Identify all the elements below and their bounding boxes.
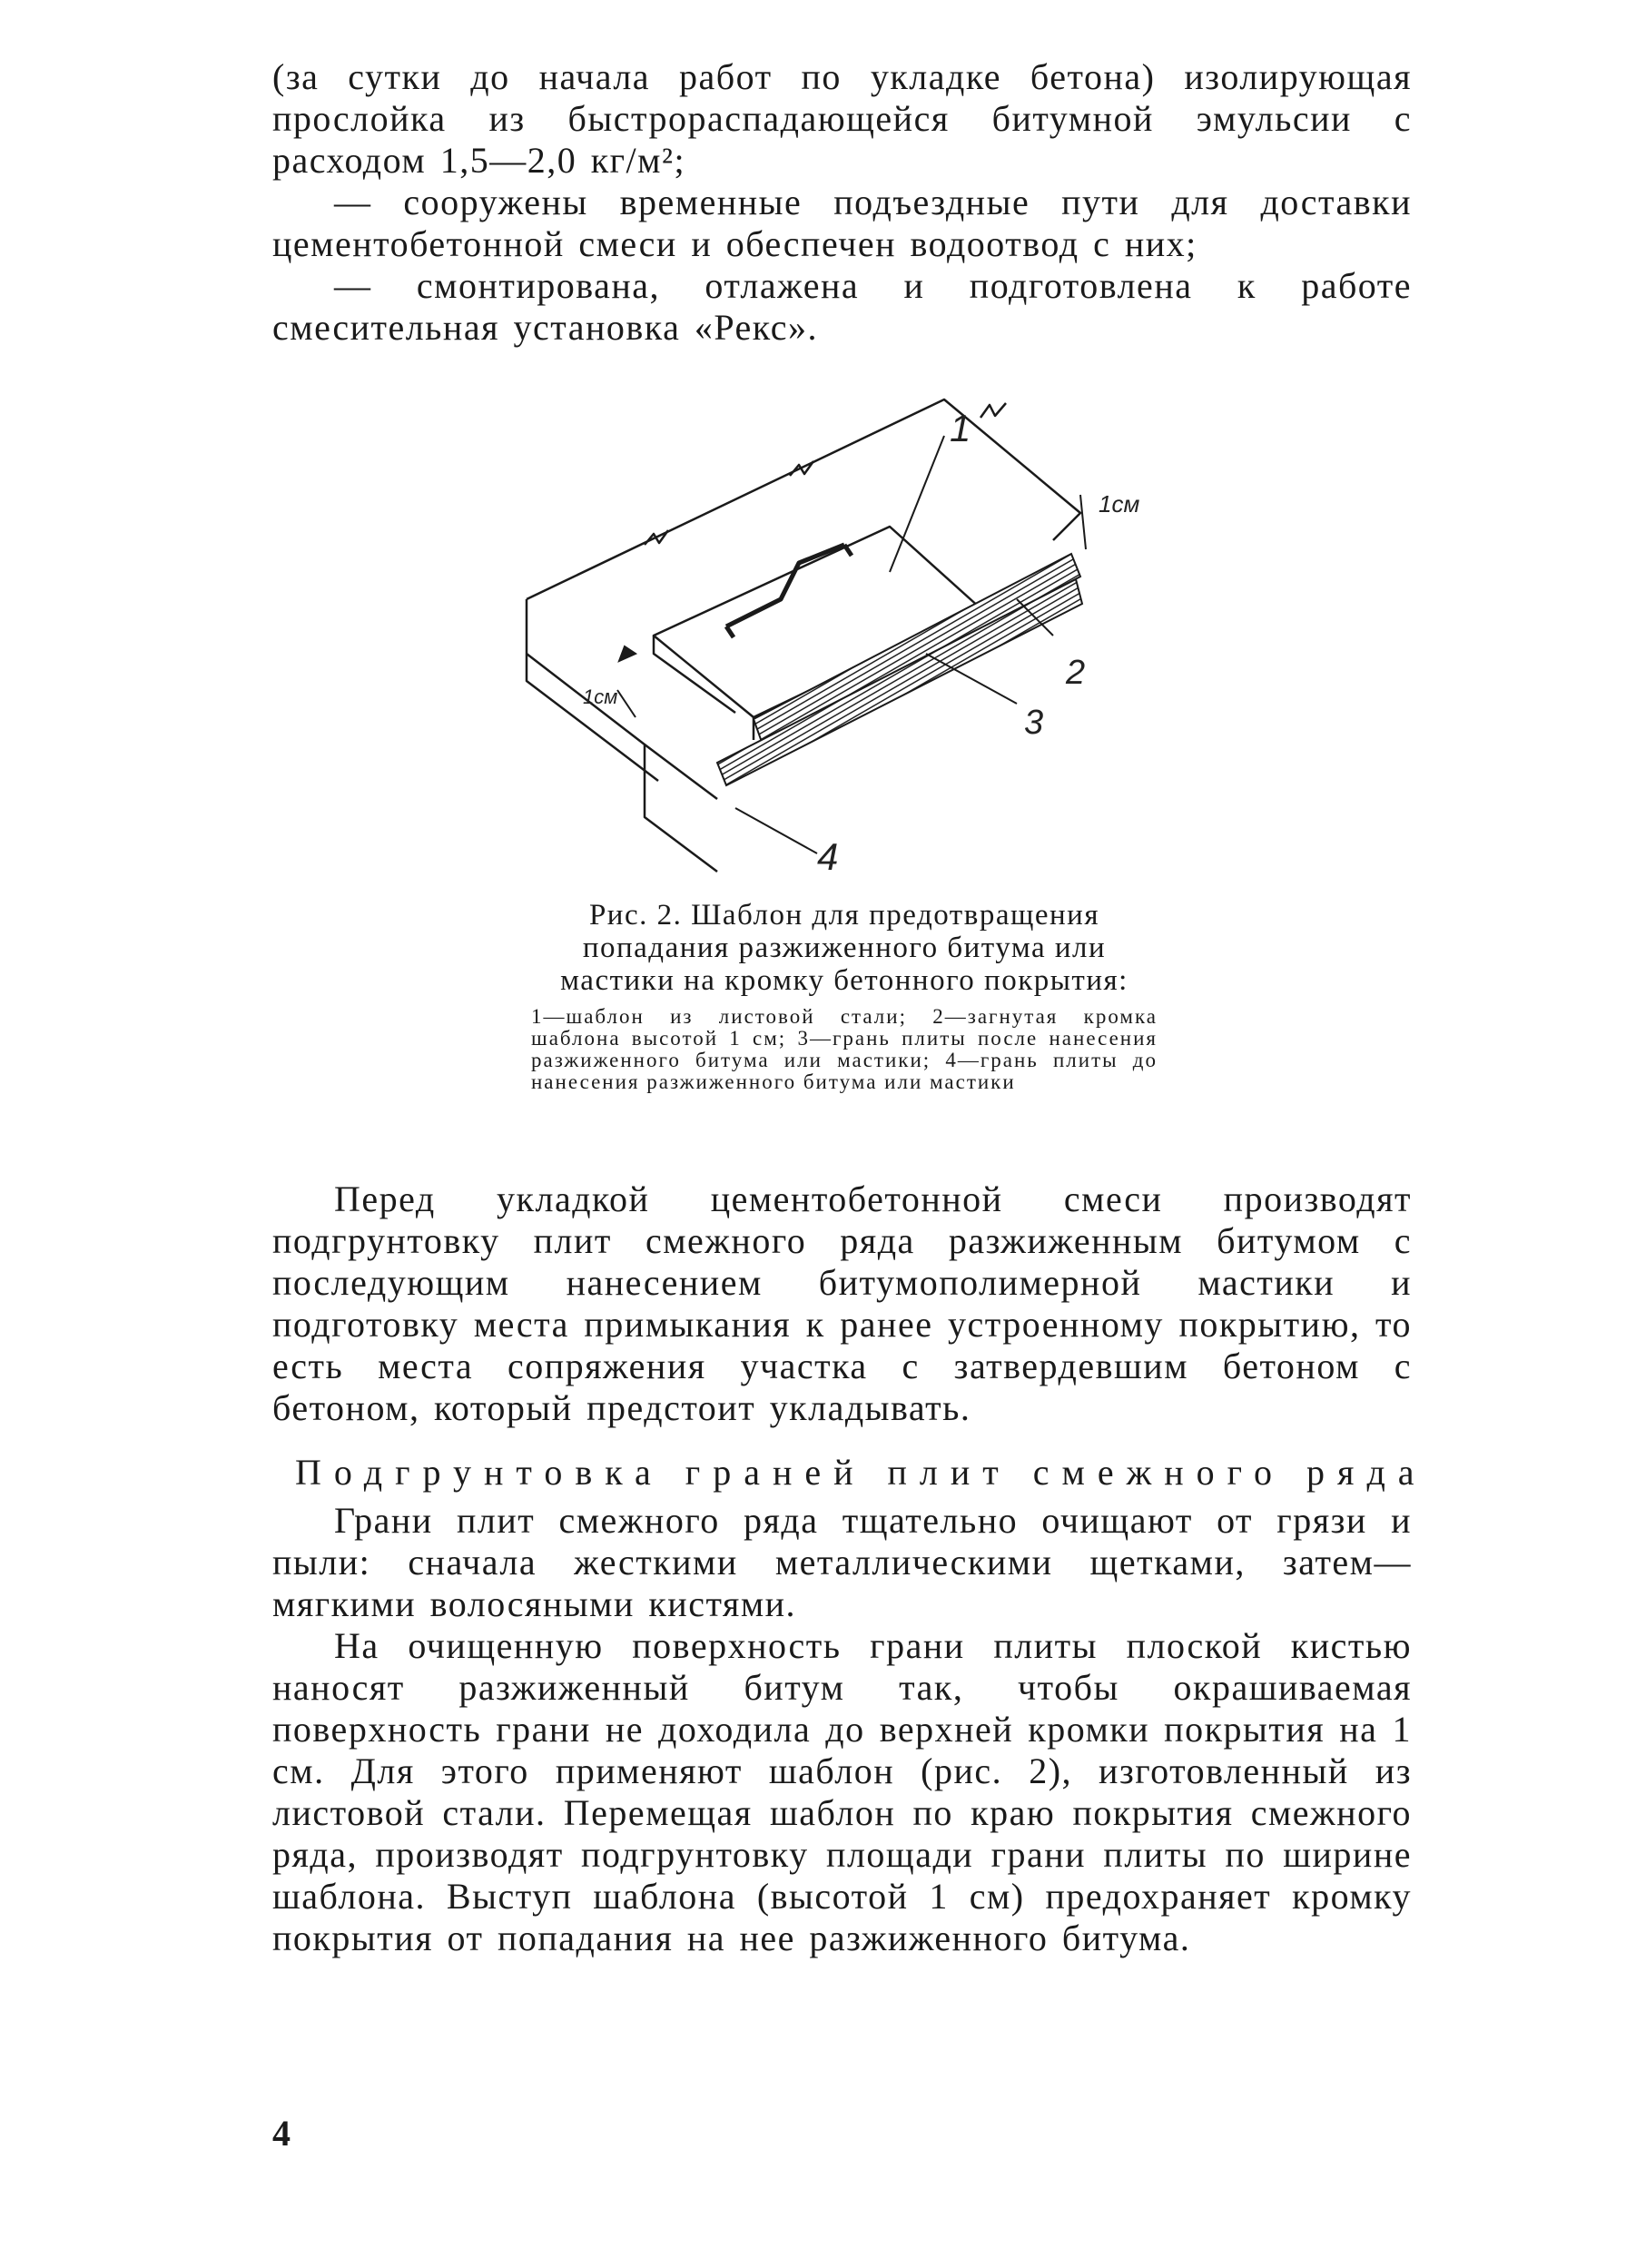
callout-4: 4 (817, 835, 839, 878)
dimension-label-left: 1см (583, 685, 618, 708)
caption-legend: 1—шаблон из листовой стали; 2—загнутая кромка шаблона высотой 1 см; 3—грань плиты после нанесения разжиженного битума или мастики; 4—грань плиты до нанесения разжиженного битума или мастики (531, 1005, 1158, 1093)
figure-template-drawing (508, 381, 1198, 890)
paragraph-mixing-plant: — смонтирована, отлажена и подготовлена к работе смесительная установка «Рекс». (272, 265, 1412, 348)
paragraph-cleaning: Грани плит смежного ряда тщательно очищают от грязи и пыли: сначала жесткими металлическими щетками, затем— мягкими волосяными кистями. (272, 1500, 1412, 1624)
body-block-1 (272, 1178, 1412, 1429)
top-text-block (272, 56, 1412, 349)
template-illustration (508, 381, 1198, 890)
figure-caption (531, 899, 1158, 1093)
paragraph-priming-intro: Перед укладкой цементобетонной смеси производят подгрунтовку плит смежного ряда разжиженным битумом с последующим нанесением битумополимерной мастики и подготовку места примыкания к ранее устроенному покрытию, то есть места сопряжения участка с затвердевшим бетоном с бетоном, который предстоит укладывать. (272, 1178, 1412, 1428)
caption-title: Рис. 2. Шаблон для предотвращения попадания разжиженного битума или мастики на кромку бетонного покрытия: (560, 899, 1128, 997)
paragraph-continuation: (за сутки до начала работ по укладке бетона) изолирующая прослойка из быстрораспадающейся битумной эмульсии с расходом 1,5—2,0 кг/м²; (272, 56, 1412, 181)
paragraph-access-roads: — сооружены временные подъездные пути для доставки цементобетонной смеси и обеспечен водоотвод с них; (272, 182, 1412, 264)
dimension-label-top: 1см (1099, 490, 1140, 518)
paragraph-template-use: На очищенную поверхность грани плиты плоской кистью наносят разжиженный битум так, чтобы окрашиваемая поверхность грани не доходила до верхней кромки покрытия на 1 см. Для этого применяют шаблон (рис. 2), изготовленный из листовой стали. Перемещая шаблон по краю покрытия смежного ряда, производят подгрунтовку площади грани плиты по ширине шаблона. Выступ шаблона (высотой 1 см) предохраняет кромку покрытия от попадания на нее разжиженного битума. (272, 1625, 1412, 1958)
callout-1: 1 (950, 407, 971, 449)
page-number: 4 (272, 2113, 291, 2154)
callout-3: 3 (1024, 704, 1044, 742)
section-heading: Подгрунтовка граней плит смежного ряда (295, 1452, 1427, 1493)
body-block-2 (272, 1500, 1412, 1959)
callout-2: 2 (1066, 654, 1086, 692)
